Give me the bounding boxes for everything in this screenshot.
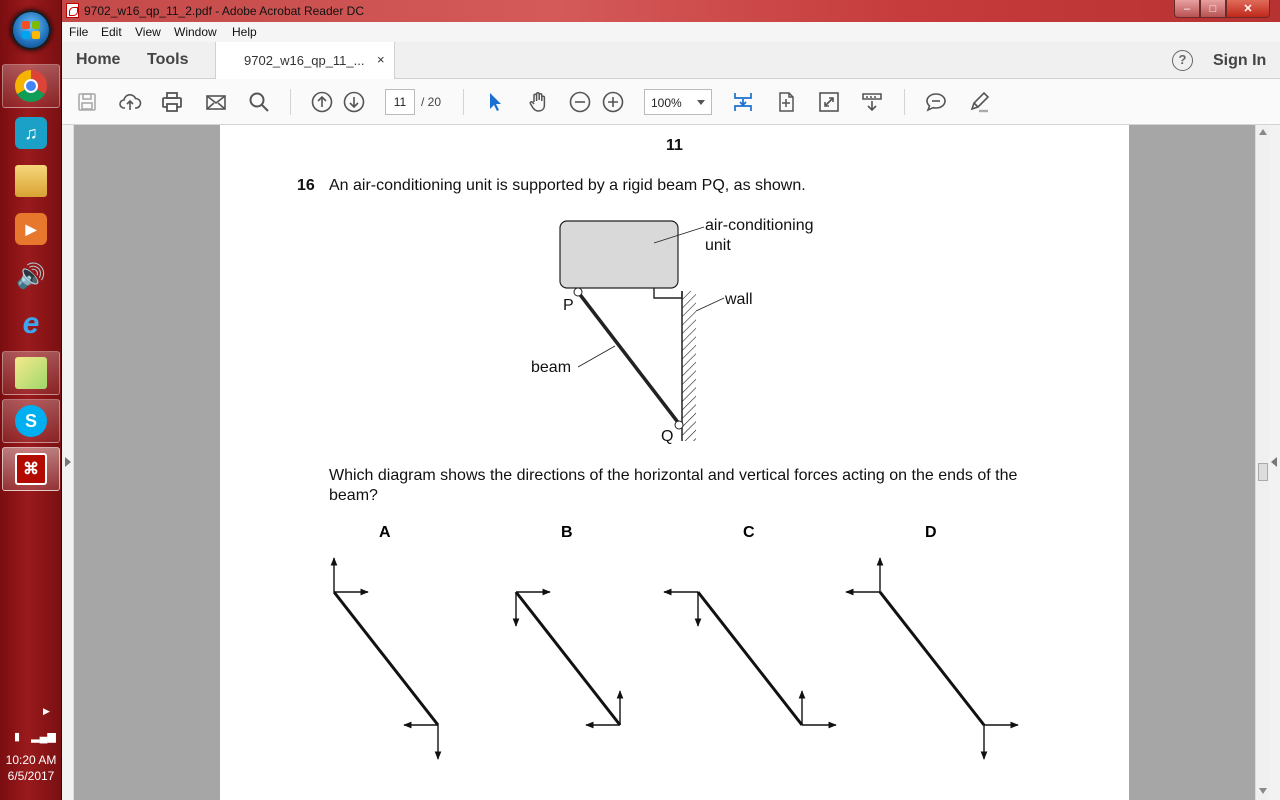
document-viewer[interactable] — [62, 125, 1280, 800]
network-signal-icon[interactable]: ▂▄▆ — [31, 731, 56, 743]
option-a-beam — [334, 592, 438, 725]
close-window-button[interactable]: ✕ — [1226, 0, 1270, 18]
scroll-thumb[interactable] — [1258, 463, 1268, 481]
tab-document[interactable] — [215, 42, 395, 79]
document-tab-label: 9702_w16_qp_11_... — [244, 53, 365, 68]
tab-tools[interactable]: Tools — [147, 51, 189, 68]
headphones-app-icon[interactable]: ♫ — [2, 111, 60, 155]
scrolling-mode-icon[interactable] — [731, 90, 755, 114]
comment-icon[interactable] — [924, 90, 948, 114]
option-c-label: C — [743, 524, 755, 541]
toolbar-separator — [463, 89, 464, 115]
label-unit-line2: unit — [705, 237, 731, 254]
tab-bar — [62, 42, 1280, 79]
clock-time: 10:20 AM — [5, 753, 57, 767]
prev-page-icon[interactable] — [310, 90, 334, 114]
scroll-down-icon[interactable] — [1259, 788, 1267, 794]
media-player-icon[interactable]: ▶ — [2, 207, 60, 251]
sticky-notes-icon[interactable] — [2, 351, 60, 395]
tab-home[interactable]: Home — [76, 51, 121, 68]
hinge-p — [574, 288, 582, 296]
windows-taskbar — [0, 0, 62, 800]
zoom-value: 100% — [651, 96, 682, 110]
system-tray[interactable] — [14, 730, 56, 743]
option-b-beam — [516, 592, 620, 725]
hand-tool-icon[interactable] — [526, 90, 550, 114]
menu-edit[interactable]: Edit — [101, 25, 122, 39]
rotate-view-icon[interactable] — [774, 90, 798, 114]
label-unit-line1: air-conditioning — [705, 217, 814, 234]
save-icon[interactable] — [75, 90, 99, 114]
scroll-up-icon[interactable] — [1259, 129, 1267, 135]
chevron-right-icon — [65, 457, 71, 467]
close-tab-icon[interactable]: × — [377, 52, 385, 67]
print-icon[interactable] — [160, 90, 184, 114]
acrobat-icon[interactable]: ⌘ — [2, 447, 60, 491]
sign-in-button[interactable]: Sign In — [1213, 52, 1267, 69]
viewer-background — [74, 125, 1255, 800]
zoom-in-icon[interactable] — [601, 90, 625, 114]
volume-icon[interactable]: 🔊 — [16, 262, 46, 290]
upload-icon[interactable] — [118, 90, 142, 114]
option-c-beam — [698, 592, 802, 725]
option-b-label: B — [561, 524, 573, 541]
question-text: An air-conditioning unit is supported by a rigid beam PQ, as shown. — [329, 177, 806, 194]
window-title: 9702_w16_qp_11_2.pdf - Adobe Acrobat Reader DC — [84, 4, 364, 18]
question-figure — [220, 125, 1129, 800]
windows-logo-icon — [22, 21, 40, 39]
label-beam: beam — [531, 359, 572, 376]
skype-icon[interactable]: S — [2, 399, 60, 443]
page-total: / 20 — [421, 95, 442, 109]
beam-leader-line — [578, 346, 615, 367]
chevron-left-icon — [1271, 457, 1277, 467]
select-cursor-icon[interactable] — [483, 90, 507, 114]
wall-hatching — [682, 291, 696, 441]
chevron-down-icon — [697, 100, 705, 105]
file-explorer-icon[interactable] — [2, 159, 60, 203]
option-d-beam — [880, 592, 984, 725]
window-title-bar[interactable] — [62, 0, 1280, 22]
page-number-input[interactable]: 11 — [385, 89, 415, 115]
help-icon[interactable]: ? — [1172, 50, 1193, 71]
label-wall: wall — [725, 291, 753, 308]
menu-file[interactable]: File — [69, 25, 89, 39]
question-number: 16 — [297, 177, 315, 194]
main-toolbar — [62, 79, 1280, 125]
page-number-heading: 11 — [666, 137, 683, 154]
wall-leader-line — [696, 298, 724, 311]
option-a-label: A — [379, 524, 391, 541]
wall-bracket — [654, 288, 682, 298]
left-pane-toggle[interactable] — [62, 125, 74, 800]
taskbar-clock[interactable] — [0, 752, 62, 784]
next-page-icon[interactable] — [342, 90, 366, 114]
hinge-q — [675, 421, 683, 429]
menu-window[interactable]: Window — [174, 25, 217, 39]
highlight-pen-icon[interactable] — [967, 90, 991, 114]
menu-bar — [62, 22, 1280, 42]
read-mode-icon[interactable] — [860, 90, 884, 114]
pdf-page[interactable] — [220, 125, 1129, 800]
option-d-label: D — [925, 524, 937, 541]
toolbar-separator — [904, 89, 905, 115]
zoom-level-select[interactable] — [644, 89, 712, 115]
maximize-button[interactable]: □ — [1200, 0, 1226, 18]
show-hidden-icons-icon[interactable]: ▶ — [43, 706, 50, 716]
internet-explorer-icon[interactable]: e — [22, 307, 40, 340]
menu-view[interactable]: View — [135, 25, 161, 39]
email-icon[interactable] — [204, 90, 228, 114]
minimize-button[interactable]: – — [1174, 0, 1200, 18]
zoom-out-icon[interactable] — [568, 90, 592, 114]
air-conditioning-unit-shape — [560, 221, 678, 288]
chrome-icon[interactable] — [2, 64, 60, 108]
label-p: P — [563, 297, 574, 314]
clock-date: 6/5/2017 — [7, 769, 55, 783]
toolbar-separator — [290, 89, 291, 115]
label-q: Q — [661, 428, 674, 445]
pdf-file-icon — [66, 3, 79, 18]
fullscreen-icon[interactable] — [817, 90, 841, 114]
search-icon[interactable] — [247, 90, 271, 114]
vertical-scrollbar[interactable] — [1255, 125, 1269, 800]
battery-icon[interactable]: ▮ — [14, 731, 21, 743]
right-pane-toggle[interactable] — [1269, 125, 1280, 800]
question-prompt: Which diagram shows the directions of the horizontal and vertical forces acting on the ends of the beam? — [329, 467, 1018, 504]
menu-help[interactable]: Help — [232, 25, 257, 39]
start-button[interactable] — [11, 10, 51, 50]
